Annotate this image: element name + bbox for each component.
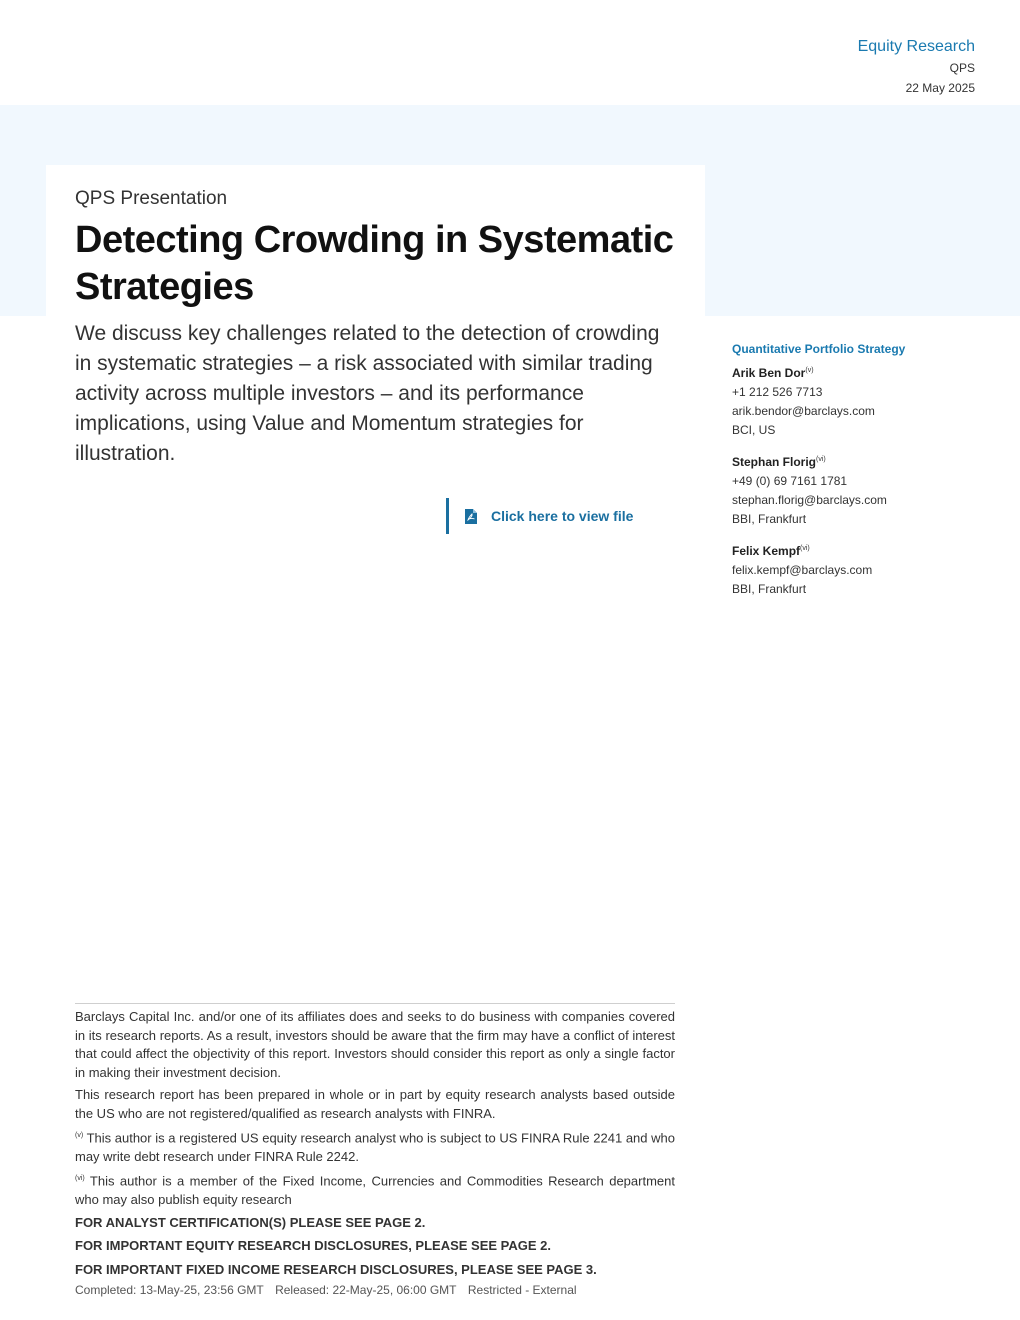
released-timestamp: Released: 22-May-25, 06:00 GMT xyxy=(275,1283,457,1298)
equity-disclosures-notice[interactable]: FOR IMPORTANT EQUITY RESEARCH DISCLOSURES, PLEASE SEE PAGE 2. xyxy=(75,1238,552,1254)
author-entity: BCI, US xyxy=(732,423,776,437)
report-header xyxy=(858,36,975,98)
author-name: Arik Ben Dor xyxy=(732,366,806,380)
view-file-label: Click here to view file xyxy=(491,508,634,524)
author-name: Felix Kempf xyxy=(732,544,801,558)
report-title: Detecting Crowding in Systematic Strategies xyxy=(75,219,674,308)
author-footnote-mark: (v) xyxy=(805,367,814,374)
footnote-vi xyxy=(75,1170,675,1209)
analyst-certification-notice[interactable]: FOR ANALYST CERTIFICATION(S) PLEASE SEE PAGE 2. xyxy=(75,1214,426,1230)
author-entity: BBI, Frankfurt xyxy=(732,582,807,596)
footnote-mark: (vi) xyxy=(75,1175,85,1183)
finra-disclosure: This research report has been prepared in whole or in part by equity research analysts based outside the US who are not registered/qualified as research analysts with FINRA. xyxy=(75,1087,675,1121)
author-card xyxy=(732,539,992,599)
author-email[interactable]: stephan.florig@barclays.com xyxy=(732,493,887,507)
footnote-mark: (v) xyxy=(75,1132,84,1139)
department-label: Equity Research xyxy=(857,38,975,55)
author-panel xyxy=(732,340,992,609)
author-card xyxy=(732,450,992,529)
publication-timestamps xyxy=(75,1281,675,1300)
author-name: Stephan Florig xyxy=(732,455,816,469)
team-name: Quantitative Portfolio Strategy xyxy=(732,342,906,356)
distribution-label: Restricted - External xyxy=(467,1283,577,1298)
completed-timestamp: Completed: 13-May-25, 23:56 GMT xyxy=(75,1283,264,1298)
author-footnote-mark: (vi) xyxy=(800,545,810,552)
footnote-text: This author is a member of the Fixed Income, Currencies and Commodities Research department who may also publish equity research xyxy=(75,1173,675,1208)
author-phone: +49 (0) 69 7161 1781 xyxy=(732,474,848,488)
author-card xyxy=(732,361,992,440)
author-email[interactable]: felix.kempf@barclays.com xyxy=(732,563,873,577)
author-phone: +1 212 526 7713 xyxy=(732,385,823,399)
author-footnote-mark: (vi) xyxy=(816,456,826,463)
author-email[interactable]: arik.bendor@barclays.com xyxy=(732,404,875,418)
author-entity: BBI, Frankfurt xyxy=(732,512,807,526)
footnote-text: This author is a registered US equity research analyst who is subject to US FINRA Rule 2241 and who may write debt research under FINRA Rule 2242. xyxy=(75,1130,675,1164)
report-date: 22 May 2025 xyxy=(905,81,975,95)
report-summary: We discuss key challenges related to the detection of crowding in systematic strategies – a risk associated with similar trading activity across multiple investors – and its performance implications, using Value and Momentum strategies for illustration. xyxy=(75,322,660,465)
pdf-file-icon xyxy=(465,509,477,524)
disclosures-section xyxy=(75,1003,675,1300)
report-kicker: QPS Presentation xyxy=(75,188,228,209)
conflict-disclosure: Barclays Capital Inc. and/or one of its affiliates does and seeks to do business with companies covered in its research reports. As a result, investors should be aware that the firm may have a conflict of interest that could affect the objectivity of this report. Investors should consider this report as only a single factor in making their investment decision. xyxy=(75,1009,675,1080)
unit-label: QPS xyxy=(949,61,975,75)
view-file-link[interactable] xyxy=(446,498,633,534)
fixed-income-disclosures-notice[interactable]: FOR IMPORTANT FIXED INCOME RESEARCH DISCLOSURES, PLEASE SEE PAGE 3. xyxy=(75,1261,597,1277)
footnote-v xyxy=(75,1127,675,1166)
